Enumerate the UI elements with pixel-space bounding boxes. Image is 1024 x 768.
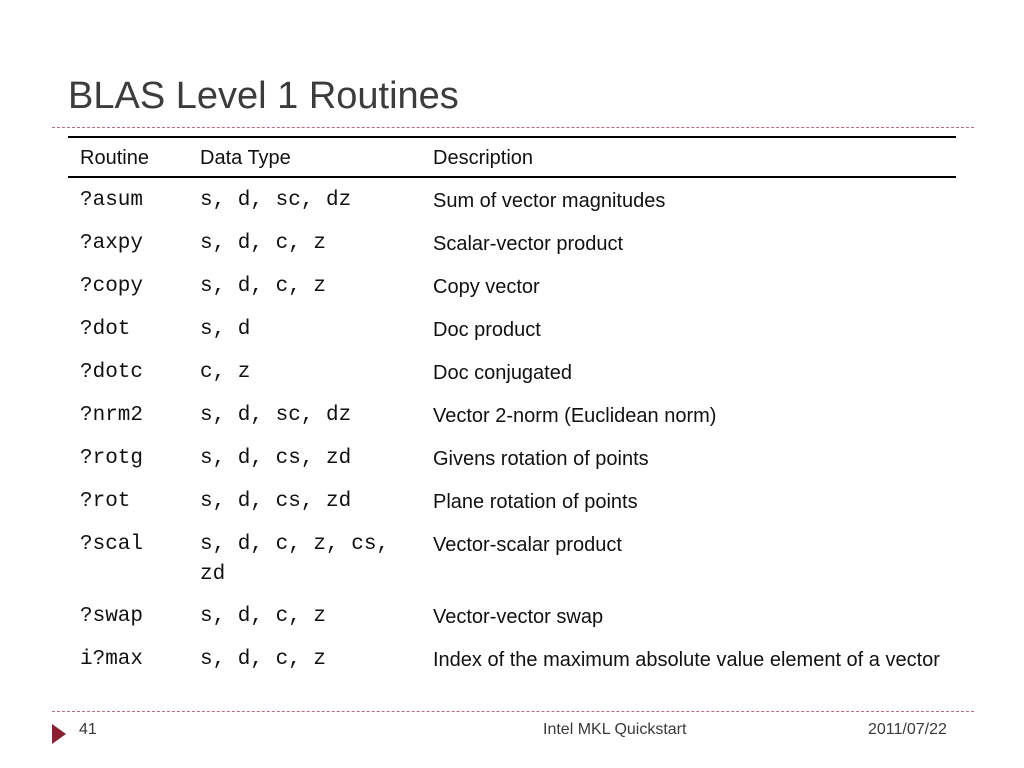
routine-cell: ?scal: [80, 533, 144, 556]
data-type-cell: s, d, cs, zd: [200, 490, 352, 513]
data-type-cell: s, d, c, z: [200, 648, 327, 671]
routines-table: [68, 136, 956, 709]
table-row: [68, 350, 956, 393]
routine-cell: ?asum: [80, 189, 144, 212]
table-row: [68, 264, 956, 307]
description-cell: Doc conjugated: [433, 362, 572, 384]
data-type-cell: s, d, cs, zd: [200, 447, 352, 470]
data-type-cell: c, z: [200, 361, 251, 384]
description-cell: Scalar-vector product: [433, 233, 624, 255]
data-type-cell: s, d, c, z: [200, 605, 327, 628]
page-number: 41: [79, 721, 97, 738]
routine-cell: ?dot: [80, 318, 131, 341]
description-cell: Index of the maximum absolute value element of a vector: [433, 649, 940, 671]
slide-title: BLAS Level 1 Routines: [68, 75, 459, 117]
table-body: [68, 178, 956, 709]
description-cell: Vector-scalar product: [433, 534, 622, 556]
header-description: Description: [433, 147, 534, 169]
description-cell: Givens rotation of points: [433, 448, 649, 470]
routine-cell: i?max: [80, 648, 144, 671]
footer-divider: [52, 711, 974, 712]
header-data-type: Data Type: [200, 147, 291, 169]
footer-title: Intel MKL Quickstart: [543, 721, 687, 738]
description-cell: Copy vector: [433, 276, 540, 298]
data-type-cell: s, d, c, z, cs, zd: [200, 533, 390, 586]
table-row: [68, 479, 956, 522]
table-header: [68, 136, 956, 178]
table-row: [68, 522, 956, 594]
description-cell: Vector 2-norm (Euclidean norm): [433, 405, 717, 427]
description-cell: Sum of vector magnitudes: [433, 190, 666, 212]
routine-cell: ?swap: [80, 605, 144, 628]
data-type-cell: s, d, c, z: [200, 232, 327, 255]
routine-cell: ?rot: [80, 490, 131, 513]
footer-date: 2011/07/22: [868, 721, 947, 738]
data-type-cell: s, d, sc, dz: [200, 189, 352, 212]
routine-cell: ?dotc: [80, 361, 144, 384]
table-row: [68, 637, 956, 709]
description-cell: Doc product: [433, 319, 541, 341]
table-row: [68, 307, 956, 350]
header-routine: Routine: [80, 147, 149, 169]
routine-cell: ?copy: [80, 275, 144, 298]
data-type-cell: s, d: [200, 318, 251, 341]
description-cell: Vector-vector swap: [433, 606, 604, 628]
table-row: [68, 393, 956, 436]
table-row: [68, 594, 956, 637]
routine-cell: ?nrm2: [80, 404, 144, 427]
routine-cell: ?rotg: [80, 447, 144, 470]
routine-cell: ?axpy: [80, 232, 144, 255]
table-row: [68, 436, 956, 479]
data-type-cell: s, d, c, z: [200, 275, 327, 298]
triangle-right-icon: [52, 724, 66, 744]
title-divider: [52, 127, 974, 128]
description-cell: Plane rotation of points: [433, 491, 638, 513]
table-row: [68, 178, 956, 221]
data-type-cell: s, d, sc, dz: [200, 404, 352, 427]
table-row: [68, 221, 956, 264]
